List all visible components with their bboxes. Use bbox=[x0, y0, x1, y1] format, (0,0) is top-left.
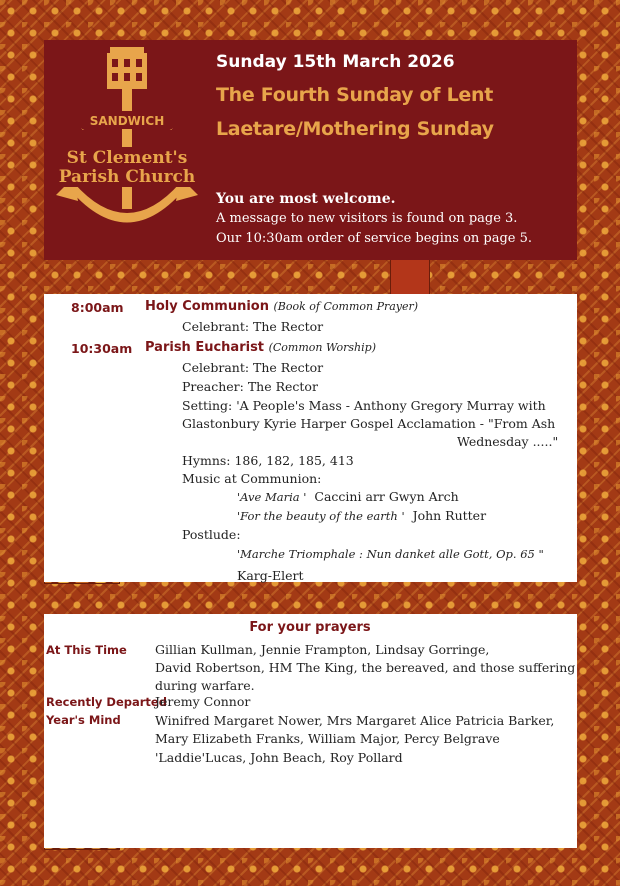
mass-setting-line3: Wednesday ....." bbox=[457, 434, 559, 449]
hymn-numbers: Hymns: 186, 182, 185, 413 bbox=[182, 453, 354, 468]
at-this-time-line1: Gillian Kullman, Jennie Frampton, Lindsay Gorringe, bbox=[155, 642, 490, 657]
music-item-2-composer: John Rutter bbox=[412, 508, 487, 523]
service-date: Sunday 15th March 2026 bbox=[216, 52, 455, 72]
postlude-composer: Karg-Elert bbox=[237, 568, 304, 583]
occasion-title-1: The Fourth Sunday of Lent bbox=[216, 84, 493, 106]
postlude-label: Postlude: bbox=[182, 527, 241, 542]
music-item-1-composer: Caccini arr Gwyn Arch bbox=[314, 489, 459, 504]
years-mind-line2: Mary Elizabeth Franks, William Major, Percy Belgrave bbox=[155, 731, 500, 746]
at-this-time-line3: during warfare. bbox=[155, 678, 255, 693]
service-2-preacher: Preacher: The Rector bbox=[182, 379, 318, 394]
service-1-title bbox=[145, 299, 418, 314]
service-1-time: 8:00am bbox=[71, 300, 124, 315]
music-item-1-title: 'Ave Maria ' bbox=[237, 490, 307, 504]
logo-name-line2: Parish Church bbox=[58, 167, 196, 187]
prayers-heading: For your prayers bbox=[249, 620, 371, 635]
logo-sandwich-text: SANDWICH bbox=[89, 114, 165, 128]
service-1-name: Holy Communion bbox=[145, 299, 269, 314]
welcome-text: You are most welcome. bbox=[216, 191, 396, 207]
service-2-celebrant: Celebrant: The Rector bbox=[182, 360, 324, 375]
recently-departed-label: Recently Departed bbox=[46, 695, 167, 709]
at-this-time-line2: David Robertson, HM The King, the bereaved, and those suffering bbox=[155, 660, 576, 675]
at-this-time-label: At This Time bbox=[46, 643, 127, 657]
service-2-time: 10:30am bbox=[71, 341, 133, 356]
service-2-rite: (Common Worship) bbox=[268, 341, 376, 354]
occasion-title-2: Laetare/Mothering Sunday bbox=[216, 118, 494, 140]
music-item-2 bbox=[237, 508, 486, 523]
logo-name-line1: St Clement's bbox=[66, 148, 188, 168]
music-item-2-title: 'For the beauty of the earth ' bbox=[237, 509, 405, 523]
years-mind-line3: 'Laddie'Lucas, John Beach, Roy Pollard bbox=[155, 750, 403, 765]
service-1-rite: (Book of Common Prayer) bbox=[273, 300, 419, 313]
recently-departed-names: Jeremy Connor bbox=[155, 694, 251, 709]
music-at-communion-label: Music at Communion: bbox=[182, 471, 322, 486]
mass-setting-line1: Setting: 'A People's Mass - Anthony Gregory Murray with bbox=[182, 398, 546, 413]
years-mind-label: Year's Mind bbox=[46, 713, 121, 727]
church-logo bbox=[52, 45, 202, 253]
mass-setting-line2: Glastonbury Kyrie Harper Gospel Acclamation - "From Ash bbox=[182, 416, 556, 431]
tile-heraldic-lion bbox=[390, 258, 430, 296]
service-1-celebrant: Celebrant: The Rector bbox=[182, 319, 324, 334]
order-of-service-message: Our 10:30am order of service begins on page 5. bbox=[216, 231, 533, 246]
service-2-name: Parish Eucharist bbox=[145, 340, 265, 355]
visitor-message: A message to new visitors is found on page 3. bbox=[216, 211, 518, 226]
music-item-1 bbox=[237, 489, 459, 504]
service-2-title bbox=[145, 340, 376, 355]
postlude-title: 'Marche Triomphale : Nun danket alle Gott, Op. 65 " bbox=[237, 547, 544, 561]
years-mind-line1: Winifred Margaret Nower, Mrs Margaret Alice Patricia Barker, bbox=[155, 713, 555, 728]
